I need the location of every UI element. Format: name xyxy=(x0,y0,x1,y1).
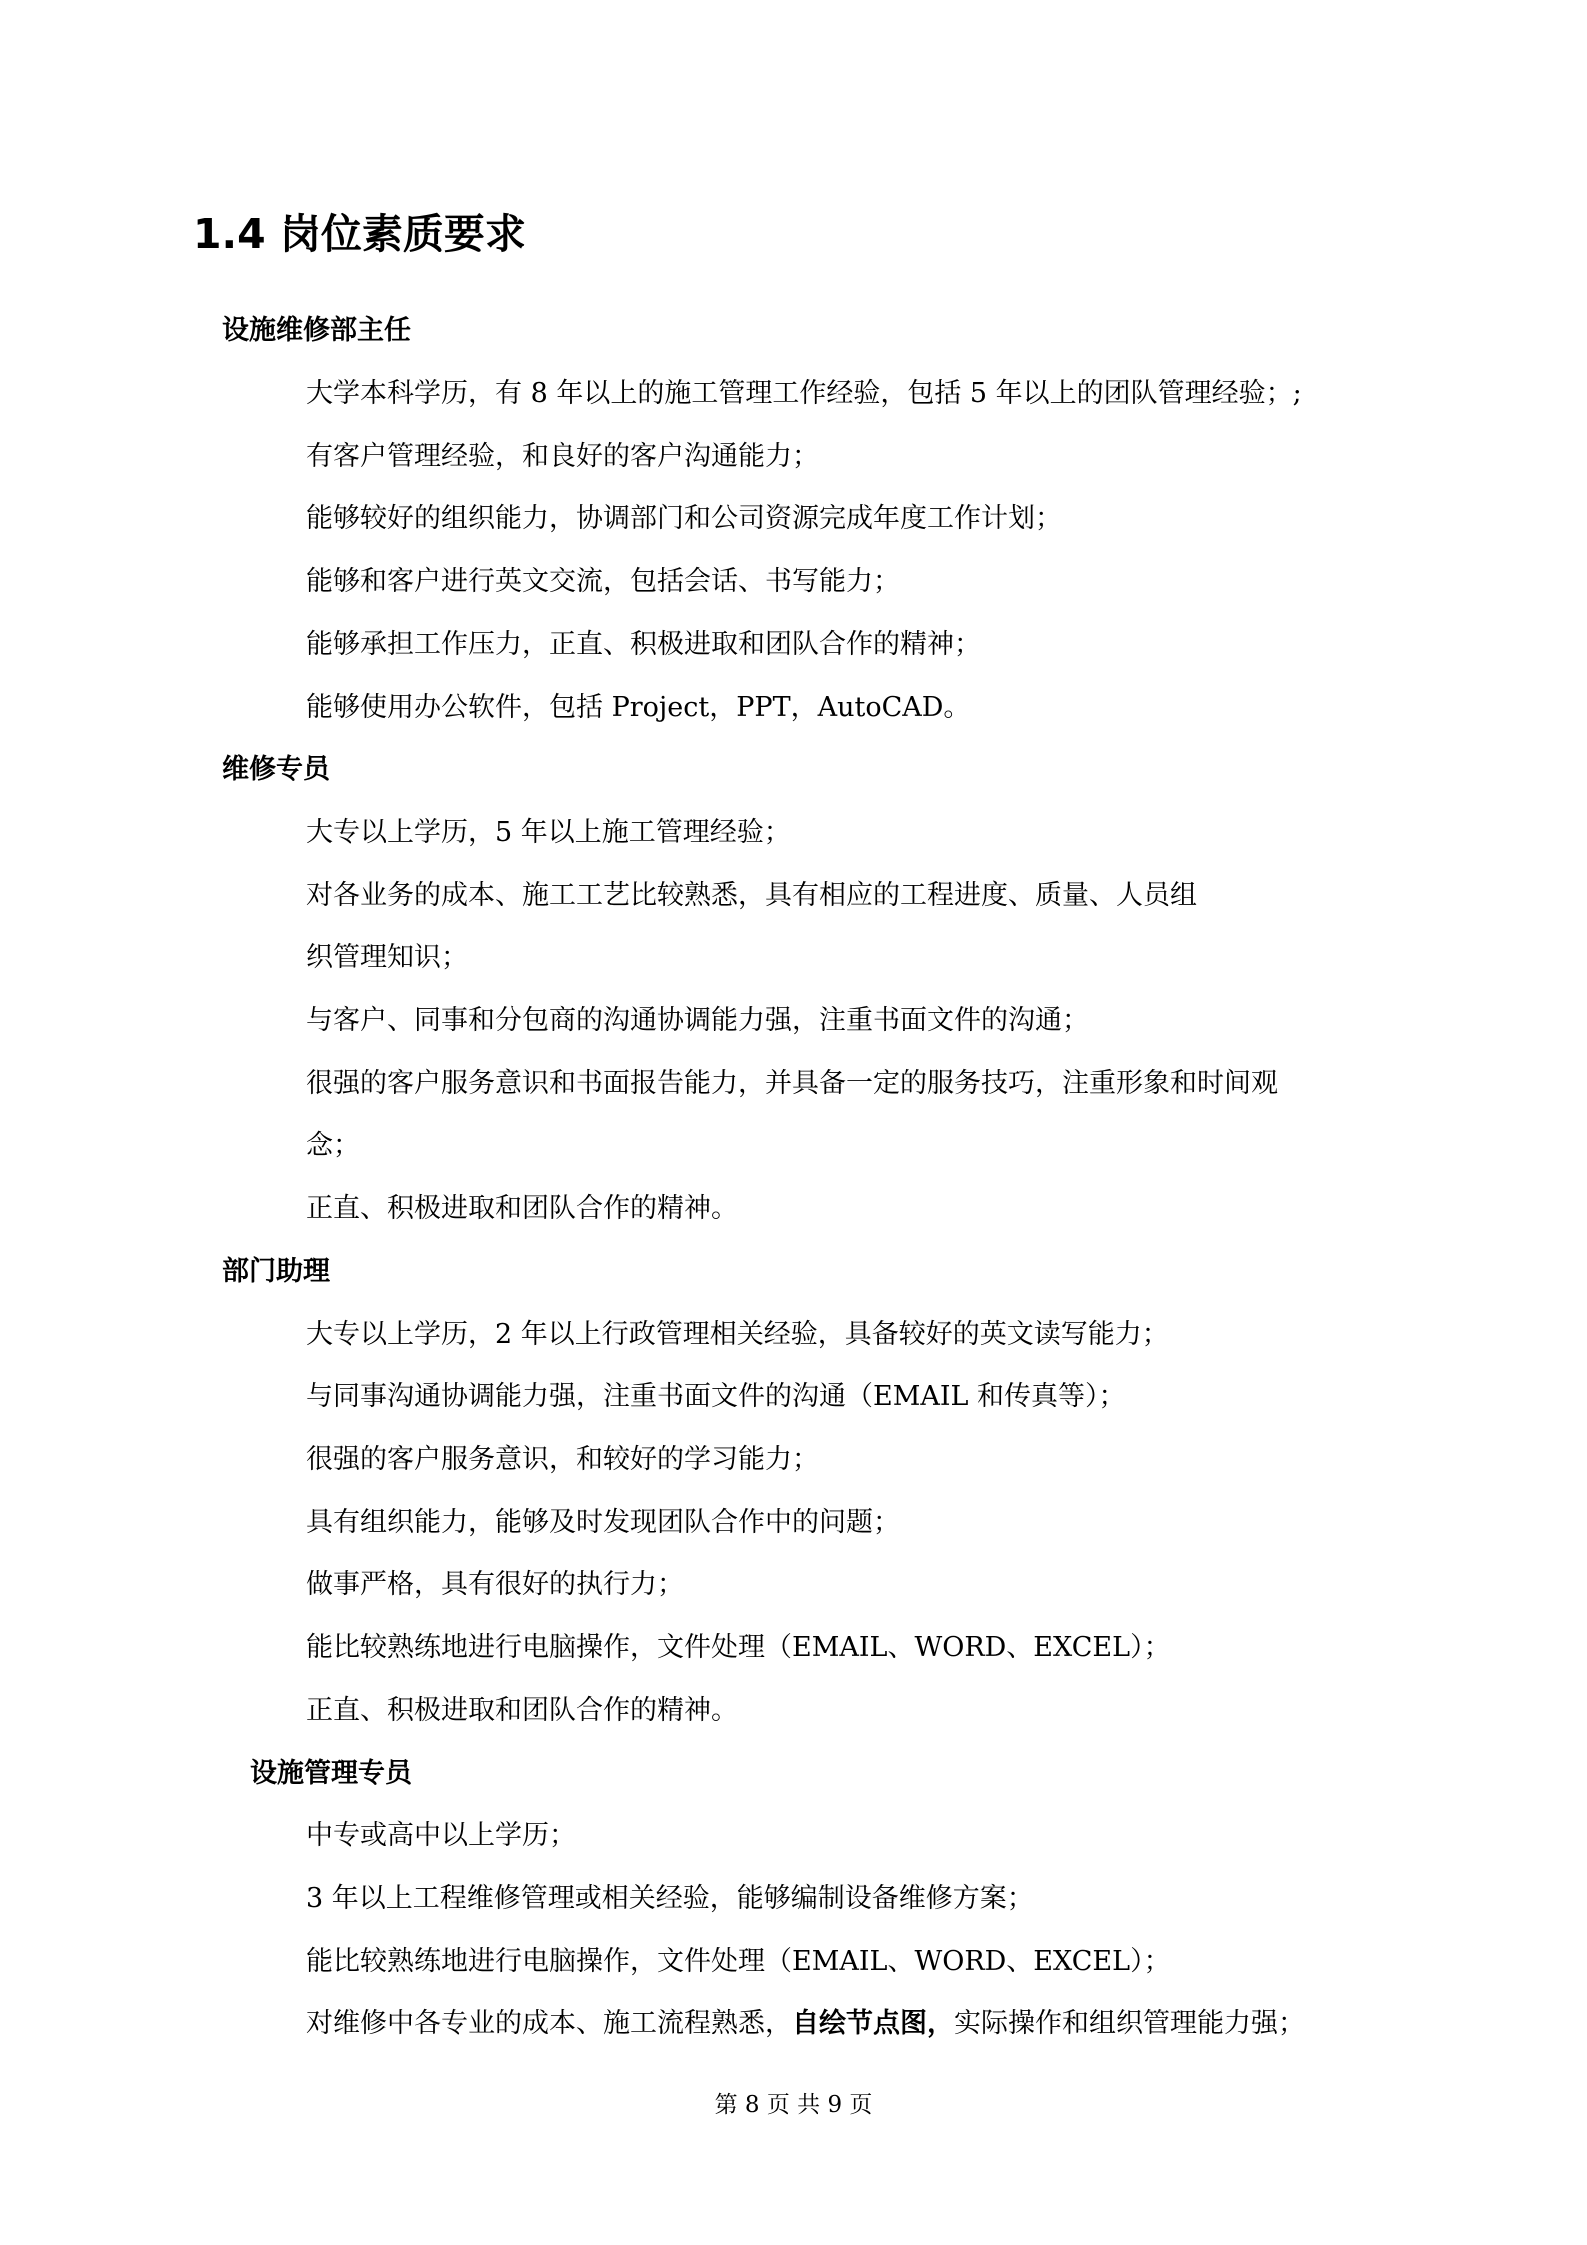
section-title: 部门助理 xyxy=(222,1256,330,1287)
requirement-line: 能够使用办公软件，包括 Project，PPT，AutoCAD。 xyxy=(306,692,971,723)
page-heading: 1.4 岗位素质要求 xyxy=(193,210,526,258)
requirement-line: 很强的客户服务意识和书面报告能力，并具备一定的服务技巧，注重形象和时间观 xyxy=(306,1068,1278,1099)
requirement-line: 有客户管理经验，和良好的客户沟通能力； xyxy=(306,441,819,472)
requirement-line: 正直、积极进取和团队合作的精神。 xyxy=(306,1193,738,1224)
requirement-line: 能够承担工作压力，正直、积极进取和团队合作的精神； xyxy=(306,629,981,660)
requirement-line: 能比较熟练地进行电脑操作，文件处理（EMAIL、WORD、EXCEL）； xyxy=(306,1946,1171,1977)
section-title: 设施管理专员 xyxy=(250,1758,412,1789)
requirement-line: 与客户、同事和分包商的沟通协调能力强，注重书面文件的沟通； xyxy=(306,1005,1089,1036)
requirement-line: 3 年以上工程维修管理或相关经验，能够编制设备维修方案； xyxy=(306,1883,1034,1914)
requirement-line: 大专以上学历，5 年以上施工管理经验； xyxy=(306,817,791,848)
requirement-line: 大学本科学历，有 8 年以上的施工管理工作经验，包括 5 年以上的团队管理经验；; xyxy=(306,378,1302,409)
page-footer: 第 8 页 共 9 页 xyxy=(714,2092,873,2118)
line-text-after: 实际操作和组织管理能力强； xyxy=(954,2008,1305,2039)
line-text-before: 对维修中各专业的成本、施工流程熟悉， xyxy=(306,2008,792,2039)
requirement-line: 大专以上学历，2 年以上行政管理相关经验，具备较好的英文读写能力； xyxy=(306,1319,1169,1350)
requirement-line: 对各业务的成本、施工工艺比较熟悉，具有相应的工程进度、质量、人员组 xyxy=(306,880,1197,911)
requirement-line: 做事严格，具有很好的执行力； xyxy=(306,1569,684,1600)
requirement-line: 织管理知识； xyxy=(306,942,468,973)
requirement-line: 正直、积极进取和团队合作的精神。 xyxy=(306,1695,738,1726)
requirement-line: 中专或高中以上学历； xyxy=(306,1820,576,1851)
section-title: 维修专员 xyxy=(222,754,330,785)
requirement-line-mixed xyxy=(306,2004,1305,2044)
requirement-line: 与同事沟通协调能力强，注重书面文件的沟通（EMAIL 和传真等）； xyxy=(306,1381,1126,1412)
requirement-line: 很强的客户服务意识，和较好的学习能力； xyxy=(306,1444,819,1475)
requirement-line: 能够和客户进行英文交流，包括会话、书写能力； xyxy=(306,566,900,597)
section-title: 设施维修部主任 xyxy=(222,315,411,346)
requirement-line: 念； xyxy=(306,1130,360,1161)
requirement-line: 具有组织能力，能够及时发现团队合作中的问题； xyxy=(306,1507,900,1538)
requirement-line: 能比较熟练地进行电脑操作，文件处理（EMAIL、WORD、EXCEL）； xyxy=(306,1632,1171,1663)
requirement-line: 能够较好的组织能力，协调部门和公司资源完成年度工作计划； xyxy=(306,503,1062,534)
line-text-bold: 自绘节点图， xyxy=(792,2008,954,2039)
